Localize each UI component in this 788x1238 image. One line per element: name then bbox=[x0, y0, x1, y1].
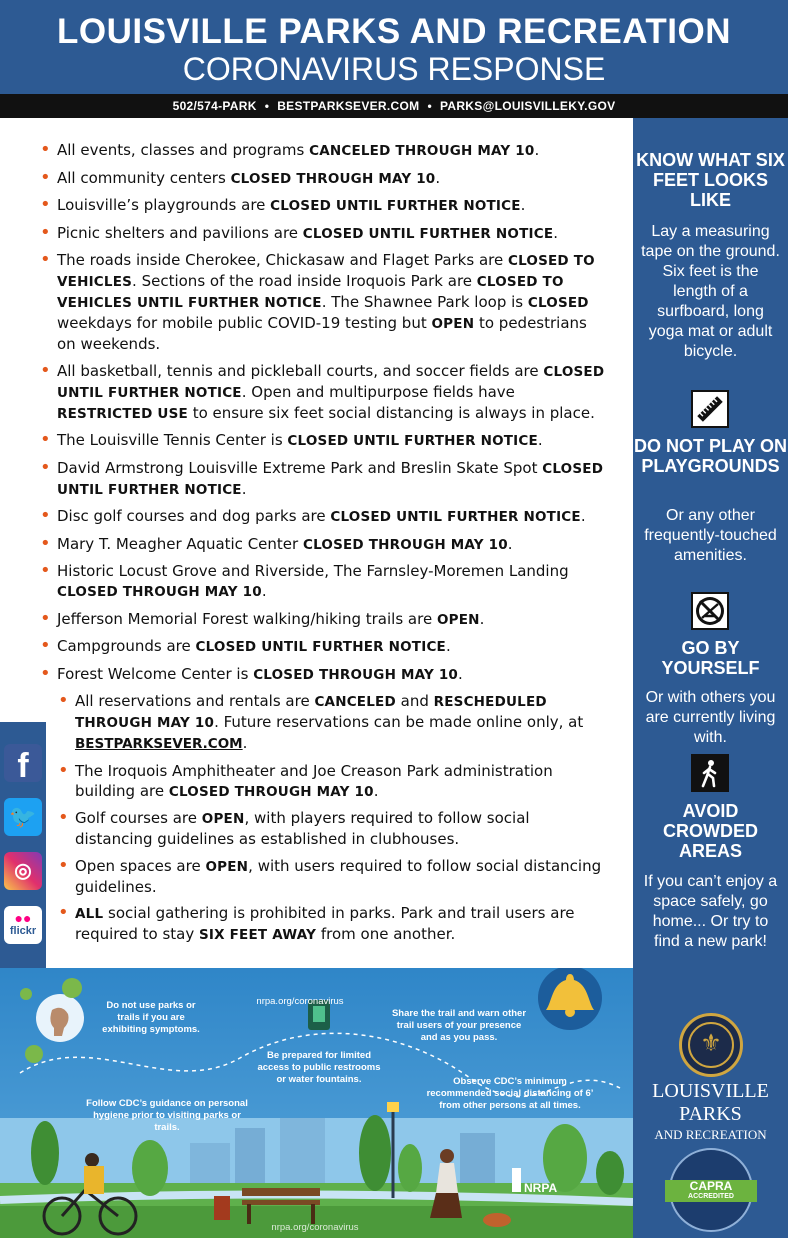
item-text: Historic Locust Grove and Riverside, The Farnsley-Moremen Landing bbox=[57, 562, 569, 580]
item-text: to ensure six feet social distancing is always in place. bbox=[187, 403, 595, 422]
item-text: Jefferson Memorial Forest walking/hiking trails are bbox=[57, 609, 437, 628]
infographic-text-distance: Observe CDC’s minimum recommended social distancing of 6’ from other persons at all times. bbox=[426, 1076, 594, 1111]
item-text: social gathering is prohibited in parks. Park and trail users are required to stay bbox=[75, 904, 575, 943]
closure-sub-item bbox=[58, 856, 605, 897]
infographic-text-hygiene: Follow CDC’s guidance on personal hygiene prior to visiting parks or trails. bbox=[86, 1098, 248, 1133]
item-text: . bbox=[479, 609, 485, 628]
closure-item bbox=[40, 195, 605, 216]
closure-item bbox=[40, 140, 605, 161]
closure-item bbox=[40, 506, 605, 527]
brand-line-2: PARKS bbox=[679, 1103, 742, 1125]
status-emphasis: CLOSED THROUGH MAY 10 bbox=[168, 783, 374, 800]
item-text: from one another. bbox=[316, 925, 456, 943]
item-text: . bbox=[534, 141, 540, 159]
contact-website-link[interactable]: BESTPARKSEVER.COM bbox=[277, 99, 420, 113]
tip-text-go-alone: Or with others you are currently living with. bbox=[645, 689, 776, 746]
status-emphasis: OPEN bbox=[431, 316, 475, 332]
closure-sub-item bbox=[58, 808, 605, 849]
tip-heading-six-feet: KNOW WHAT SIX FEET LOOKS LIKE bbox=[636, 150, 785, 210]
item-text: Campgrounds are bbox=[57, 637, 196, 655]
infographic-text-symptoms: Do not use parks or trails if you are exhibiting symptoms. bbox=[102, 1000, 200, 1035]
infographic-text-share-trail: Share the trail and warn other trail users of your presence and as you pass. bbox=[391, 1008, 527, 1043]
status-emphasis: CLOSED UNTIL FURTHER NOTICE bbox=[287, 433, 538, 449]
closure-item bbox=[40, 430, 605, 451]
no-playground-icon bbox=[691, 592, 729, 630]
status-emphasis: OPEN bbox=[205, 858, 249, 875]
infographic-url-bottom[interactable]: nrpa.org/coronavirus bbox=[271, 1222, 359, 1233]
item-text: Open spaces are bbox=[75, 856, 206, 875]
item-text: The roads inside Cherokee, Chickasaw and Flaget Parks are bbox=[57, 251, 508, 269]
status-emphasis: SIX FEET AWAY bbox=[198, 927, 317, 943]
item-text: All events, classes and programs bbox=[57, 141, 310, 159]
item-text: All basketball, tennis and pickleball courts, and soccer fields are bbox=[57, 361, 544, 380]
separator: • bbox=[427, 99, 432, 113]
tip-heading-playgrounds: DO NOT PLAY ON PLAYGROUNDS bbox=[633, 436, 788, 476]
closure-item bbox=[40, 664, 605, 685]
item-text: , with users required to follow social distancing guidelines. bbox=[75, 856, 602, 896]
item-text: . bbox=[261, 582, 267, 600]
status-emphasis: CLOSED UNTIL FURTHER NOTICE bbox=[195, 639, 446, 655]
tip-heading-go-alone: GO BY YOURSELF bbox=[661, 638, 760, 678]
social-links bbox=[0, 722, 46, 968]
safety-tips-sidebar bbox=[633, 118, 788, 1238]
item-text: . bbox=[373, 781, 379, 800]
item-text: . Open and multipurpose fields have bbox=[241, 382, 515, 401]
item-text: , with players required to follow social distancing guidelines as established in clubhouses. bbox=[75, 809, 530, 848]
item-text: Mary T. Meagher Aquatic Center bbox=[57, 534, 303, 553]
status-emphasis: CLOSED THROUGH MAY 10 bbox=[230, 170, 436, 187]
page-header bbox=[0, 0, 788, 94]
status-emphasis: CANCELED THROUGH MAY 10 bbox=[309, 143, 535, 159]
capra-title: CAPRA bbox=[689, 1179, 733, 1193]
closure-sub-item bbox=[58, 903, 605, 945]
item-text: The Louisville Tennis Center is bbox=[57, 431, 288, 449]
item-text: Disc golf courses and dog parks are bbox=[57, 507, 331, 525]
status-emphasis: ALL bbox=[75, 906, 104, 922]
closure-item bbox=[40, 361, 605, 424]
status-emphasis: OPEN bbox=[436, 611, 480, 628]
closure-item bbox=[40, 168, 605, 189]
item-text: . bbox=[445, 637, 451, 655]
flickr-label: flickr bbox=[9, 925, 37, 937]
status-emphasis: CLOSED TO VEHICLES bbox=[57, 253, 595, 290]
item-text: . bbox=[241, 479, 247, 498]
status-emphasis: CLOSED UNTIL FURTHER NOTICE bbox=[57, 363, 605, 401]
capra-accredited-badge bbox=[669, 1148, 753, 1232]
status-emphasis: CLOSED UNTIL FURTHER NOTICE bbox=[270, 198, 521, 214]
tip-text-six-feet: Lay a measuring tape on the ground. Six feet is the length of a surfboard, long yoga mat or adult bicycle. bbox=[641, 223, 780, 360]
status-emphasis: CLOSED THROUGH MAY 10 bbox=[57, 584, 262, 600]
status-emphasis: CLOSED UNTIL FURTHER NOTICE bbox=[302, 225, 554, 242]
item-text: David Armstrong Louisville Extreme Park and Breslin Skate Spot bbox=[57, 458, 543, 477]
item-text: . bbox=[553, 223, 559, 242]
separator: • bbox=[264, 99, 270, 113]
closure-sub-item bbox=[58, 691, 605, 754]
closures-panel bbox=[0, 118, 633, 968]
status-emphasis: RESCHEDULED THROUGH MAY 10 bbox=[75, 694, 547, 731]
item-text: and bbox=[395, 692, 434, 710]
status-emphasis: CLOSED THROUGH MAY 10 bbox=[253, 666, 459, 683]
page-title: LOUISVILLE PARKS AND RECREATION bbox=[56, 12, 732, 51]
contact-phone: 502/574-PARK bbox=[172, 99, 257, 113]
flickr-icon[interactable] bbox=[4, 906, 42, 944]
louisville-seal-logo: ⚜ bbox=[679, 1013, 743, 1077]
item-text: Golf courses are bbox=[75, 809, 202, 827]
item-text: The Iroquois Amphitheater and Joe Creason Park administration building are bbox=[75, 761, 553, 800]
flickr-dots: ●● bbox=[14, 910, 32, 926]
status-emphasis: CLOSED UNTIL FURTHER NOTICE bbox=[330, 509, 581, 525]
item-text: weekdays for mobile public COVID-19 testing but bbox=[57, 314, 432, 332]
facebook-icon[interactable]: f bbox=[4, 744, 42, 782]
status-emphasis: RESTRICTED USE bbox=[57, 405, 188, 422]
tip-text-crowds: If you can’t enjoy a space safely, go home... Or try to find a new park! bbox=[643, 873, 778, 950]
contact-bar bbox=[0, 94, 788, 118]
instagram-icon[interactable]: ◎ bbox=[4, 852, 42, 890]
status-emphasis: CLOSED bbox=[527, 295, 589, 311]
item-text: Forest Welcome Center is bbox=[57, 664, 254, 683]
brand-line-1: LOUISVILLE bbox=[652, 1080, 769, 1102]
item-text: Picnic shelters and pavilions are bbox=[57, 223, 303, 242]
item-text: . bbox=[580, 507, 586, 525]
infographic-text-restrooms: Be prepared for limited access to public restrooms or water fountains. bbox=[257, 1050, 381, 1085]
reservation-link[interactable]: BESTPARKSEVER.COM bbox=[75, 736, 243, 752]
nrpa-logo-text: NRPA bbox=[524, 1181, 558, 1195]
capra-subtitle: ACCREDITED bbox=[688, 1193, 734, 1200]
item-text: All reservations and rentals are bbox=[75, 692, 315, 710]
closure-sub-item bbox=[58, 761, 605, 802]
item-text: to pedestrians on weekends. bbox=[57, 314, 587, 353]
tip-text-playgrounds: Or any other frequently-touched amenities. bbox=[644, 507, 777, 564]
status-emphasis: CLOSED TO VEHICLES UNTIL FURTHER NOTICE bbox=[57, 274, 564, 311]
closure-item bbox=[40, 609, 605, 630]
status-emphasis: CLOSED UNTIL FURTHER NOTICE bbox=[57, 460, 604, 498]
item-text: Louisville’s playgrounds are bbox=[57, 196, 271, 214]
nrpa-infographic bbox=[0, 968, 633, 1238]
walking-person-icon bbox=[691, 754, 729, 792]
item-text: . Future reservations can be made online only, at bbox=[214, 713, 584, 731]
page-subtitle: CORONAVIRUS RESPONSE bbox=[182, 51, 606, 87]
item-text: . bbox=[507, 534, 513, 553]
contact-email-link[interactable]: PARKS@LOUISVILLEKY.GOV bbox=[439, 99, 616, 113]
closure-item bbox=[40, 223, 605, 244]
status-emphasis: CLOSED THROUGH MAY 10 bbox=[302, 536, 508, 553]
brand-line-3: AND RECREATION bbox=[654, 1127, 767, 1142]
tip-heading-crowds: AVOID CROWDED AREAS bbox=[663, 801, 758, 861]
closure-item bbox=[40, 561, 605, 602]
item-text: . bbox=[537, 431, 543, 449]
closures-list bbox=[40, 140, 605, 952]
closure-item bbox=[40, 636, 605, 657]
closure-item bbox=[40, 250, 605, 354]
status-emphasis: CANCELED bbox=[314, 694, 396, 710]
closure-item bbox=[40, 458, 605, 500]
item-text: . bbox=[458, 664, 463, 683]
closure-item bbox=[40, 534, 605, 555]
item-text: All community centers bbox=[57, 168, 231, 187]
measuring-tape-icon bbox=[691, 390, 729, 428]
item-text: . The Shawnee Park loop is bbox=[321, 293, 528, 311]
twitter-icon[interactable]: 🐦 bbox=[4, 798, 42, 836]
item-text: . bbox=[520, 196, 526, 214]
infographic-url-top[interactable]: nrpa.org/coronavirus bbox=[256, 996, 344, 1007]
status-emphasis: OPEN bbox=[201, 811, 245, 827]
item-text: . Sections of the road inside Iroquois Park are bbox=[132, 272, 477, 290]
item-text: . bbox=[242, 734, 248, 752]
item-text: . bbox=[435, 168, 441, 187]
